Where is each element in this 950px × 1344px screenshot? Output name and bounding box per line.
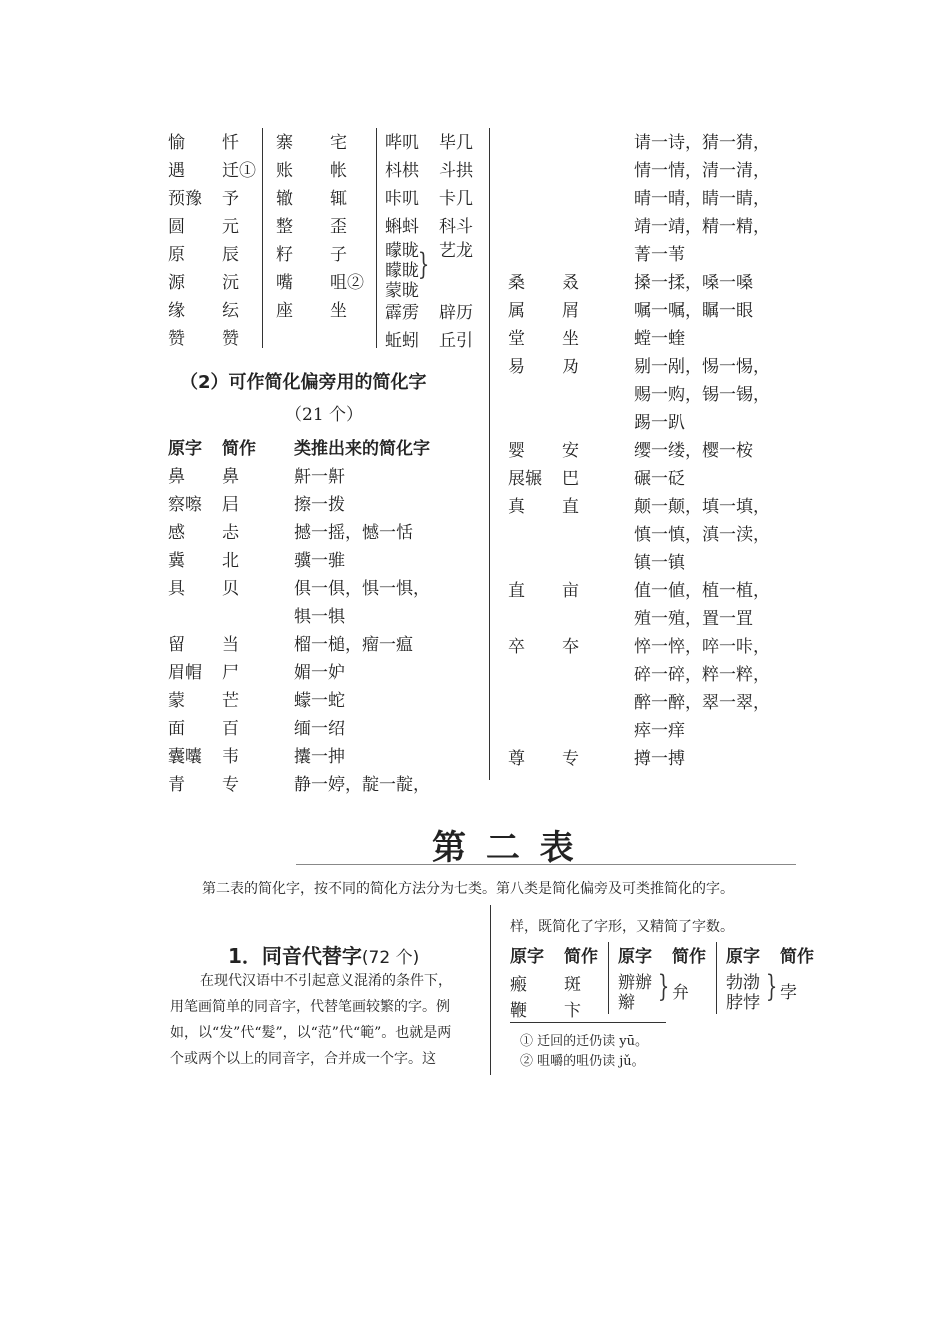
table-cell: 眉帽 bbox=[168, 663, 202, 683]
table-cell: 元 bbox=[222, 217, 239, 237]
table-cell: 晴一晴，睛一睛， bbox=[634, 189, 770, 209]
h-orig-2: 原字 bbox=[618, 947, 652, 967]
table-row bbox=[168, 714, 488, 742]
table-cell: 值一値，植一植， bbox=[634, 581, 770, 601]
table-cell: 整 bbox=[276, 217, 293, 237]
paragraph-line: 用笔画简单的同音字，代替笔画较繁的字。例 bbox=[170, 999, 450, 1015]
table-row bbox=[168, 602, 488, 630]
table-cell: 缘 bbox=[168, 301, 185, 321]
table-cell: 堂 bbox=[508, 329, 525, 349]
table-cell: 榴一槌，瘤一瘟 bbox=[294, 635, 413, 655]
table-header bbox=[168, 434, 488, 462]
table-row bbox=[508, 464, 828, 492]
cell: 斑 bbox=[564, 975, 581, 995]
h-orig-1: 原字 bbox=[510, 947, 544, 967]
table-cell: 纭 bbox=[222, 301, 239, 321]
table-row bbox=[508, 408, 828, 436]
subsection-name: 1．同音代替字 bbox=[228, 944, 362, 968]
table-cell: 坐 bbox=[330, 301, 347, 321]
table-cell: 寨 bbox=[276, 133, 293, 153]
paragraph-continuation: 样，既简化了字形，又精简了字数。 bbox=[510, 919, 734, 935]
table-cell: 鼻 bbox=[222, 467, 239, 487]
table-row bbox=[508, 268, 828, 296]
table-row bbox=[508, 576, 828, 604]
table-cell: 卒 bbox=[508, 637, 525, 657]
table-cell: 靖一靖，精一精， bbox=[634, 217, 770, 237]
section-title: （2）可作简化偏旁用的简化字 bbox=[180, 372, 427, 393]
table-row bbox=[508, 604, 828, 632]
cell: 勃渤 bbox=[726, 973, 760, 993]
table-cell: 蝌蚪 bbox=[385, 217, 419, 237]
table-cell: 嘱一嘱，瞩一眼 bbox=[634, 301, 753, 321]
table-row bbox=[508, 716, 828, 744]
table-cell: 撼一摇，憾一恬 bbox=[294, 523, 413, 543]
table-cell: 感 bbox=[168, 523, 185, 543]
h-simp-3: 简作 bbox=[780, 947, 814, 967]
table-cell: 亩 bbox=[562, 581, 579, 601]
table-cell: 蠓一蛇 bbox=[294, 691, 345, 711]
table-cell: 犋一犋 bbox=[294, 607, 345, 627]
table-cell: 面 bbox=[168, 719, 185, 739]
table-cell: 展辗 bbox=[508, 469, 542, 489]
table-row bbox=[508, 520, 828, 548]
table-cell: 北 bbox=[222, 551, 239, 571]
cell: 弁 bbox=[672, 983, 689, 1003]
table-cell: 贝 bbox=[222, 579, 239, 599]
table-cell: 沅 bbox=[222, 273, 239, 293]
table-cell: 请一诗，猜一猜， bbox=[634, 133, 770, 153]
table-cell: 赞 bbox=[222, 329, 239, 349]
table-cell: 百 bbox=[222, 719, 239, 739]
table-cell: 毕几 bbox=[439, 133, 473, 153]
table-row bbox=[168, 546, 488, 574]
paragraph-line: 个或两个以上的同音字，合并成一个字。这 bbox=[170, 1051, 436, 1067]
table-cell: 桑 bbox=[508, 273, 525, 293]
table-row bbox=[508, 184, 828, 212]
table-cell: 静一婷，靛一靛， bbox=[294, 775, 430, 795]
table-cell: 专 bbox=[222, 775, 239, 795]
table-cell: 媚一妒 bbox=[294, 663, 345, 683]
table-cell: 𡰪 bbox=[222, 495, 239, 515]
table-cell: 原 bbox=[168, 245, 185, 265]
table-cell: 尊 bbox=[508, 749, 525, 769]
table-cell: 韦 bbox=[222, 747, 239, 767]
table-cell: 碎一碎，粹一粹， bbox=[634, 665, 770, 685]
table-cell: 赞 bbox=[168, 329, 185, 349]
table-cell: 咀② bbox=[330, 273, 364, 293]
table-cell: 芒 bbox=[222, 691, 239, 711]
table-cell: 殖一殖，置一罝 bbox=[634, 609, 753, 629]
table-cell: 圆 bbox=[168, 217, 185, 237]
table-cell: 账 bbox=[276, 161, 293, 181]
table-row bbox=[508, 296, 828, 324]
small-row-2 bbox=[510, 996, 610, 1024]
table-cell: 霹雳 bbox=[385, 303, 419, 323]
table-intro: 第二表的简化字，按不同的简化方法分为七类。第八类是简化偏旁及可类推简化的字。 bbox=[202, 881, 734, 897]
table-cell: 屑 bbox=[562, 301, 579, 321]
small-table-divider-2 bbox=[716, 942, 717, 1014]
table-cell: 预豫 bbox=[168, 189, 202, 209]
table-cell: 尸 bbox=[222, 663, 239, 683]
table-cell: 叒 bbox=[562, 273, 579, 293]
table-cell: 婴 bbox=[508, 441, 525, 461]
table-cell: 留 bbox=[168, 635, 185, 655]
table-row bbox=[508, 660, 828, 688]
table-row bbox=[508, 212, 828, 240]
table-cell: 辙 bbox=[276, 189, 293, 209]
brace: } bbox=[657, 969, 670, 1004]
table-row bbox=[508, 156, 828, 184]
table-cell: 攮一抻 bbox=[294, 747, 345, 767]
table-cell: 搡一揉，嗓一嗓 bbox=[634, 273, 753, 293]
table-cell: 宅 bbox=[330, 133, 347, 153]
table-cell: 碾一砭 bbox=[634, 469, 685, 489]
table-row bbox=[508, 128, 828, 156]
table-cell: 科斗 bbox=[439, 217, 473, 237]
table-cell: 安 bbox=[562, 441, 579, 461]
table-cell: 踢一趴 bbox=[634, 413, 685, 433]
table-cell: 巴 bbox=[562, 469, 579, 489]
cell: 辧辦 bbox=[618, 973, 652, 993]
cell: 鞭 bbox=[510, 1001, 527, 1021]
section-count: （21 个） bbox=[285, 405, 364, 425]
table-cell: 俱一俱，惧一惧， bbox=[294, 579, 430, 599]
table-cell: 艺龙 bbox=[439, 241, 473, 261]
cell: 瘢 bbox=[510, 975, 527, 995]
table-row bbox=[508, 744, 828, 772]
table-cell: 嘴 bbox=[276, 273, 293, 293]
h-simp-2: 简作 bbox=[672, 947, 706, 967]
table-cell: 斗拱 bbox=[439, 161, 473, 181]
table-cell: 菁一苇 bbox=[634, 245, 685, 265]
cell: 脖悖 bbox=[726, 993, 760, 1013]
table-cell: 蒙 bbox=[168, 691, 185, 711]
table-cell: 专 bbox=[562, 749, 579, 769]
table-cell: 源 bbox=[168, 273, 185, 293]
table-cell: 螳一蝰 bbox=[634, 329, 685, 349]
table-cell: 夲 bbox=[562, 637, 579, 657]
table-row bbox=[508, 688, 828, 716]
table-cell: 直 bbox=[508, 581, 525, 601]
table-cell: 哔叽 bbox=[385, 133, 419, 153]
table-cell: 骥一骓 bbox=[294, 551, 345, 571]
table-row bbox=[168, 518, 488, 546]
table-cell: 子 bbox=[330, 245, 347, 265]
table-cell: 悴一悴，啐一咔， bbox=[634, 637, 770, 657]
table-row bbox=[168, 742, 488, 770]
table-row bbox=[508, 324, 828, 352]
table-cell: 帐 bbox=[330, 161, 347, 181]
table-row bbox=[508, 492, 828, 520]
table-cell: 蚯蚓 bbox=[385, 331, 419, 351]
table-cell: 真 bbox=[508, 497, 525, 517]
table-cell: 缨一缕，樱一桉 bbox=[634, 441, 753, 461]
table-cell: 擦一拨 bbox=[294, 495, 345, 515]
cell: 辮 bbox=[618, 993, 635, 1013]
table-cell: 情一情，清一清， bbox=[634, 161, 770, 181]
table-row bbox=[508, 632, 828, 660]
table-row bbox=[508, 380, 828, 408]
table-cell: 缅一绍 bbox=[294, 719, 345, 739]
table-row bbox=[168, 490, 488, 518]
table-row bbox=[508, 240, 828, 268]
table-cell: 矇眬 bbox=[385, 261, 419, 281]
table-cell: 卡几 bbox=[439, 189, 473, 209]
table-row bbox=[168, 630, 488, 658]
table-cell: 辰 bbox=[222, 245, 239, 265]
table-cell: 籽 bbox=[276, 245, 293, 265]
table-row bbox=[168, 462, 488, 490]
table-cell: 察嚓 bbox=[168, 495, 202, 515]
table-row bbox=[168, 574, 488, 602]
table-cell: 当 bbox=[222, 635, 239, 655]
table-cell: 愉 bbox=[168, 133, 185, 153]
small-row-1 bbox=[510, 970, 610, 998]
table-cell: 颠一颠，填一填， bbox=[634, 497, 770, 517]
table-cell: 忐 bbox=[222, 523, 239, 543]
table-cell: 忏 bbox=[222, 133, 239, 153]
table-cell: 镇一镇 bbox=[634, 553, 685, 573]
table-cell: 辄 bbox=[330, 189, 347, 209]
table-row bbox=[168, 658, 488, 686]
table-cell: 冀 bbox=[168, 551, 185, 571]
table-cell: 坐 bbox=[562, 329, 579, 349]
table-cell: 予 bbox=[222, 189, 239, 209]
h-orig-3: 原字 bbox=[726, 947, 760, 967]
table-cell: 赐一购，锡一锡， bbox=[634, 385, 770, 405]
footnote-2: ② 咀嚼的咀仍读 jǔ。 bbox=[520, 1054, 645, 1069]
table-row bbox=[508, 436, 828, 464]
table-cell: 曚昽 bbox=[385, 241, 419, 261]
table-row bbox=[168, 770, 488, 798]
table-title: 第 二 表 bbox=[432, 828, 578, 868]
subsection-count: (72 个) bbox=[361, 948, 420, 968]
brace: } bbox=[765, 969, 778, 1004]
column-divider bbox=[490, 905, 491, 1075]
table-cell: 辟历 bbox=[439, 303, 473, 323]
footnote-1: ① 迁回的迁仍读 yū。 bbox=[520, 1034, 648, 1049]
header-simplified: 简作 bbox=[222, 439, 256, 459]
table-cell: 青 bbox=[168, 775, 185, 795]
footnote-rule bbox=[510, 1022, 666, 1023]
table-cell: 夃 bbox=[562, 357, 579, 377]
table-cell: 具 bbox=[168, 579, 185, 599]
table-row bbox=[508, 548, 828, 576]
table-row bbox=[508, 352, 828, 380]
table-row bbox=[168, 686, 488, 714]
table-cell: 剔一剐，惕一惕， bbox=[634, 357, 770, 377]
header-original: 原字 bbox=[168, 439, 202, 459]
brace: } bbox=[417, 247, 430, 282]
table-cell: 撙一搏 bbox=[634, 749, 685, 769]
cell: 卞 bbox=[564, 1001, 581, 1021]
table-cell: 座 bbox=[276, 301, 293, 321]
subsection-title bbox=[228, 940, 419, 969]
table-cell: 鼻 bbox=[168, 467, 185, 487]
header-derived: 类推出来的简化字 bbox=[294, 439, 430, 459]
paragraph-line: 在现代汉语中不引起意义混淆的条件下， bbox=[200, 973, 452, 989]
cell: 孛 bbox=[780, 983, 797, 1003]
table-cell: 慎一慎，滇一渎， bbox=[634, 525, 770, 545]
table-cell: 鼾一鼾 bbox=[294, 467, 345, 487]
table-cell: 醉一醉，翠一翠， bbox=[634, 693, 770, 713]
divider bbox=[296, 864, 796, 865]
small-table-header bbox=[510, 942, 830, 970]
table-cell: 迁① bbox=[222, 161, 256, 181]
table-cell: 歪 bbox=[330, 217, 347, 237]
table-cell: 咔叽 bbox=[385, 189, 419, 209]
table-cell: 易 bbox=[508, 357, 525, 377]
table-cell: 囊囔 bbox=[168, 747, 202, 767]
paragraph-line: 如，以“发”代“髮”，以“范”代“範”。也就是两 bbox=[170, 1025, 452, 1041]
table-cell: 枓栱 bbox=[385, 161, 419, 181]
h-simp-1: 简作 bbox=[564, 947, 598, 967]
table-cell: 属 bbox=[508, 301, 525, 321]
table-cell: 丘引 bbox=[439, 331, 473, 351]
table-cell: 瘁一痒 bbox=[634, 721, 685, 741]
table-cell: 遇 bbox=[168, 161, 185, 181]
table-cell: 蒙昽 bbox=[385, 281, 419, 301]
table-cell: 直 bbox=[562, 497, 579, 517]
